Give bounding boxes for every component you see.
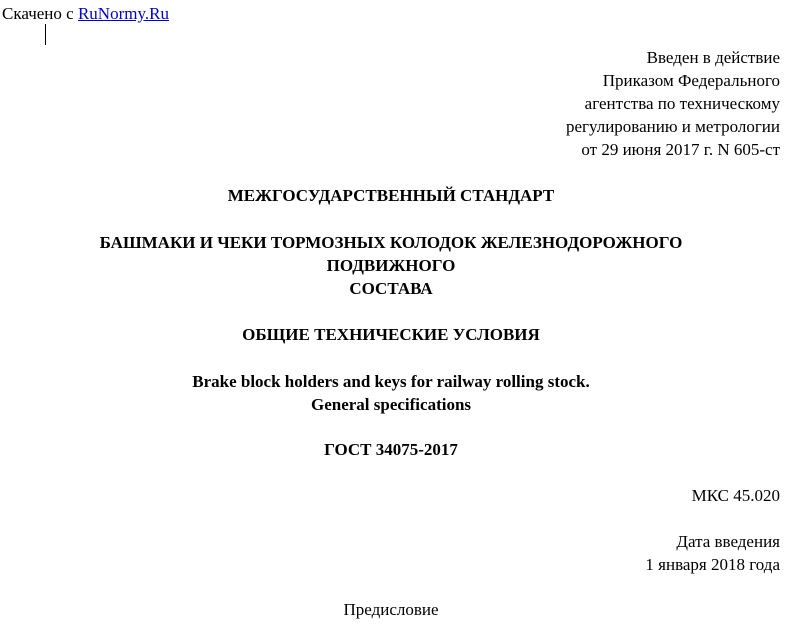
enactment-line: регулированию и метрологии xyxy=(565,117,780,136)
subtitle-ru xyxy=(0,323,782,346)
title-en xyxy=(0,370,782,416)
enactment-line: агентства по техническому xyxy=(584,94,780,113)
gost-number xyxy=(0,438,782,461)
download-note-prefix: Скачено с xyxy=(2,4,78,23)
standard-type-text: МЕЖГОСУДАРСТВЕННЫЙ СТАНДАРТ xyxy=(227,186,555,205)
gost-number-text: ГОСТ 34075-2017 xyxy=(324,440,458,459)
mks-code xyxy=(692,484,780,507)
text-cursor xyxy=(45,24,46,45)
title-ru-line2: ПОДВИЖНОГО xyxy=(326,256,456,275)
title-en-line2: General specifications xyxy=(310,395,472,414)
intro-date-value: 1 января 2018 года xyxy=(645,555,780,574)
enactment-block xyxy=(566,46,780,161)
enactment-line: Введен в действие xyxy=(646,48,780,67)
subtitle-ru-text: ОБЩИЕ ТЕХНИЧЕСКИЕ УСЛОВИЯ xyxy=(242,325,540,344)
title-ru-line3: СОСТАВА xyxy=(349,279,433,298)
title-en-line1: Brake block holders and keys for railway rolling stock. xyxy=(192,372,590,391)
runormy-link[interactable]: RuNormy.Ru xyxy=(77,4,169,23)
enactment-line: от 29 июня 2017 г. N 605-ст xyxy=(581,140,780,159)
title-ru xyxy=(0,231,782,300)
mks-code-text: МКС 45.020 xyxy=(691,486,780,505)
enactment-line: Приказом Федерального xyxy=(602,71,780,90)
intro-date-block xyxy=(645,530,780,576)
standard-type-heading xyxy=(0,184,782,207)
title-ru-line1: БАШМАКИ И ЧЕКИ ТОРМОЗНЫХ КОЛОДОК ЖЕЛЕЗНОДОРОЖНОГО xyxy=(99,233,683,252)
download-note xyxy=(2,2,169,25)
preface-heading: Предисловие xyxy=(343,600,439,619)
intro-date-label: Дата введения xyxy=(676,532,780,551)
